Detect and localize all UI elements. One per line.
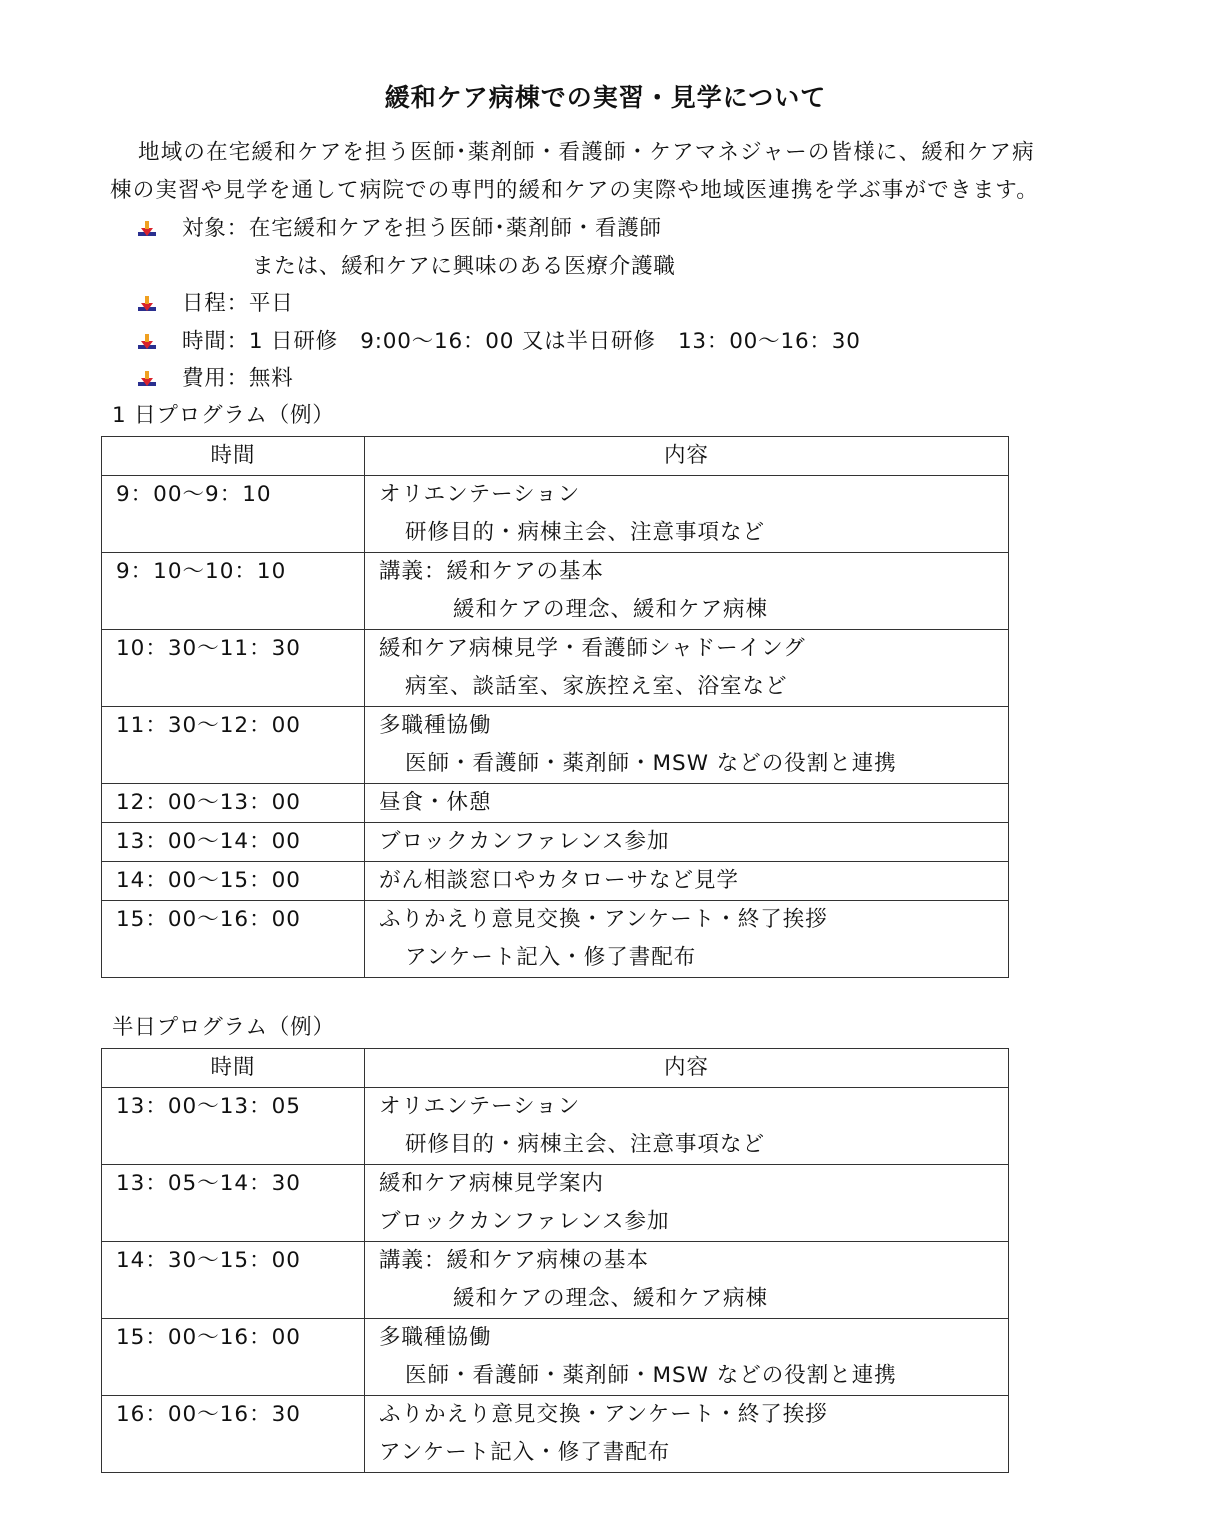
row-content-line1: ふりかえり意見交換・アンケート・終了挨拶 <box>379 907 828 932</box>
table-row <box>102 476 1009 553</box>
row-content-line2: 緩和ケアの理念、緩和ケア病棟 <box>453 1286 769 1311</box>
row-content <box>365 476 1009 553</box>
row-time: 16：00～16：30 <box>102 1396 365 1473</box>
bullet-schedule-text: 日程：平日 <box>182 291 294 316</box>
row-content <box>365 1242 1009 1319</box>
bullet-target-cont-text: または、緩和ケアに興味のある医療介護職 <box>252 253 676 279</box>
row-time: 9：00～9：10 <box>102 476 365 553</box>
down-arrow-bullet-icon <box>138 295 156 313</box>
header-time: 時間 <box>102 437 365 476</box>
down-arrow-bullet-icon <box>138 333 156 351</box>
table-row <box>102 1396 1009 1473</box>
row-content <box>365 707 1009 784</box>
row-content-line1: 講義：緩和ケア病棟の基本 <box>379 1248 650 1273</box>
header-time: 時間 <box>102 1049 365 1088</box>
row-time: 13：05～14：30 <box>102 1165 365 1242</box>
row-content <box>365 1165 1009 1242</box>
intro-line-2: 棟の実習や見学を通して病院での専門的緩和ケアの実際や地域医連携を学ぶ事ができます。 <box>110 178 1039 203</box>
table-row <box>102 1165 1009 1242</box>
table-row <box>102 1242 1009 1319</box>
row-content <box>365 1088 1009 1165</box>
row-content <box>365 901 1009 978</box>
row-content-line1: 緩和ケア病棟見学・看護師シャドーイング <box>379 636 806 661</box>
row-content-line1: オリエンテーション <box>379 482 581 507</box>
bullet-target-text: 対象：在宅緩和ケアを担う医師･薬剤師・看護師 <box>182 216 662 241</box>
row-content-line2: 医師・看護師・薬剤師・MSW などの役割と連携 <box>405 751 897 776</box>
table-row <box>102 901 1009 978</box>
row-content-line2: ブロックカンファレンス参加 <box>379 1209 670 1234</box>
table-row <box>102 1319 1009 1396</box>
row-content <box>365 1319 1009 1396</box>
row-content-line2: 医師・看護師・薬剤師・MSW などの役割と連携 <box>405 1363 897 1388</box>
table-row <box>102 707 1009 784</box>
header-content: 内容 <box>365 1049 1009 1088</box>
header-content: 内容 <box>365 437 1009 476</box>
row-content-line2: 緩和ケアの理念、緩和ケア病棟 <box>453 597 769 622</box>
half-day-table <box>101 1048 1009 1473</box>
row-content-line2: アンケート記入・修了書配布 <box>405 945 697 970</box>
row-content <box>365 1396 1009 1473</box>
row-content-line2: 研修目的・病棟主会、注意事項など <box>405 1132 766 1157</box>
table-row <box>102 1088 1009 1165</box>
row-content <box>365 630 1009 707</box>
row-content <box>365 862 1009 901</box>
row-content-line1: 多職種協働 <box>379 713 492 738</box>
row-time: 10：30～11：30 <box>102 630 365 707</box>
row-time: 11：30～12：00 <box>102 707 365 784</box>
row-time: 12：00～13：00 <box>102 784 365 823</box>
down-arrow-bullet-icon <box>138 370 156 388</box>
row-content <box>365 823 1009 862</box>
row-content-line1: 緩和ケア病棟見学案内 <box>379 1171 605 1196</box>
row-content-line1: オリエンテーション <box>379 1094 581 1119</box>
row-content-line1: 多職種協働 <box>379 1325 492 1350</box>
half-day-caption: 半日プログラム（例） <box>112 1015 335 1040</box>
row-time: 13：00～13：05 <box>102 1088 365 1165</box>
row-content-line1: がん相談窓口やカタローサなど見学 <box>379 868 740 893</box>
table-header-row <box>102 437 1009 476</box>
bullet-cost-text: 費用：無料 <box>182 366 294 391</box>
row-time: 9：10～10：10 <box>102 553 365 630</box>
table-row <box>102 553 1009 630</box>
row-content-line1: ブロックカンファレンス参加 <box>379 829 670 854</box>
page-title: 緩和ケア病棟での実習・見学について <box>384 83 827 112</box>
intro-line-1: 地域の在宅緩和ケアを担う医師･薬剤師・看護師・ケアマネジャーの皆様に、緩和ケア病 <box>138 140 1035 165</box>
bullet-time-text: 時間：1 日研修 9:00～16：00 又は半日研修 13：00～16：30 <box>182 328 861 354</box>
row-time: 13：00～14：00 <box>102 823 365 862</box>
full-day-table <box>101 436 1009 978</box>
table-row <box>102 823 1009 862</box>
intro-paragraph <box>110 134 1140 210</box>
row-time: 14：30～15：00 <box>102 1242 365 1319</box>
row-content <box>365 784 1009 823</box>
row-time: 15：00～16：00 <box>102 901 365 978</box>
full-day-caption: 1 日プログラム（例） <box>112 403 335 428</box>
row-content-line1: ふりかえり意見交換・アンケート・終了挨拶 <box>379 1402 828 1427</box>
row-time: 14：00～15：00 <box>102 862 365 901</box>
row-content-line1: 昼食・休憩 <box>379 790 492 815</box>
row-content-line2: 研修目的・病棟主会、注意事項など <box>405 520 766 545</box>
row-content-line1: 講義：緩和ケアの基本 <box>379 559 605 584</box>
row-content-line2: 病室、談話室、家族控え室、浴室など <box>405 674 788 699</box>
table-row <box>102 862 1009 901</box>
table-header-row <box>102 1049 1009 1088</box>
row-content-line2: アンケート記入・修了書配布 <box>379 1440 671 1465</box>
table-row <box>102 784 1009 823</box>
row-content <box>365 553 1009 630</box>
table-row <box>102 630 1009 707</box>
row-time: 15：00～16：00 <box>102 1319 365 1396</box>
down-arrow-bullet-icon <box>138 220 156 238</box>
